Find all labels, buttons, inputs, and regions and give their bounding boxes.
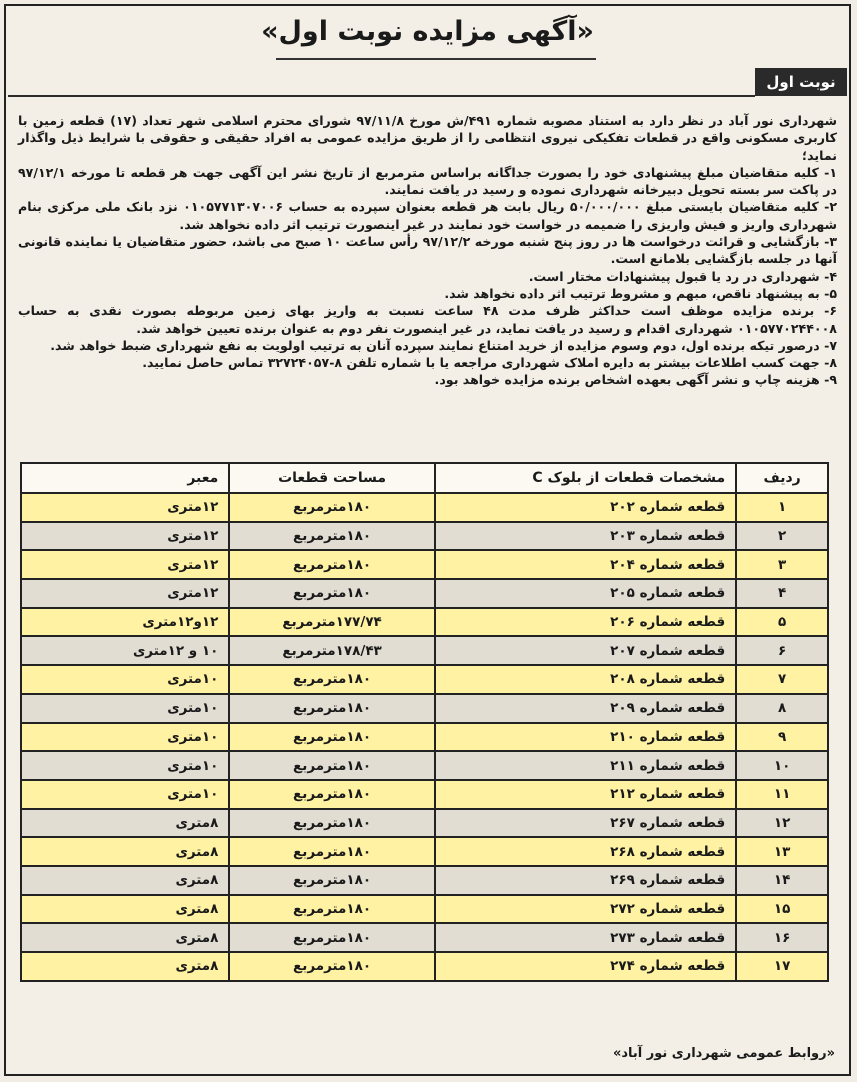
lot-area-cell: ۱۸۰مترمربع xyxy=(229,837,434,866)
lot-area-cell: ۱۸۰مترمربع xyxy=(229,694,434,723)
table-row xyxy=(21,665,828,694)
row-number-cell: ۱۰ xyxy=(736,751,828,780)
notice-body xyxy=(18,112,837,389)
badge-divider xyxy=(8,95,755,97)
lot-area-cell: ۱۸۰مترمربع xyxy=(229,866,434,895)
lot-spec-cell: قطعه شماره ۲۰۸ xyxy=(435,665,736,694)
table-row xyxy=(21,923,828,952)
lot-spec-cell: قطعه شماره ۲۱۰ xyxy=(435,723,736,752)
header-passage: معبر xyxy=(21,463,229,493)
row-number-cell: ۱۵ xyxy=(736,895,828,924)
lot-spec-cell: قطعه شماره ۲۱۱ xyxy=(435,751,736,780)
table-row xyxy=(21,579,828,608)
passage-cell: ۱۰متری xyxy=(21,751,229,780)
lot-area-cell: ۱۸۰مترمربع xyxy=(229,952,434,981)
lots-table xyxy=(20,462,829,982)
lot-spec-cell: قطعه شماره ۲۱۲ xyxy=(435,780,736,809)
lot-spec-cell: قطعه شماره ۲۰۲ xyxy=(435,493,736,522)
lot-area-cell: ۱۷۸/۴۳مترمربع xyxy=(229,636,434,665)
passage-cell: ۸متری xyxy=(21,866,229,895)
condition-item: ۴- شهرداری در رد یا قبول پیشنهادات مختار است. xyxy=(528,268,837,284)
header-lot-spec: مشخصات قطعات از بلوک C xyxy=(435,463,736,493)
row-number-cell: ۱۲ xyxy=(736,809,828,838)
condition-item: ۸- جهت کسب اطلاعات بیشتر به دایره املاک شهرداری مراجعه یا با شماره تلفن ۸-۳۲۷۲۴۰۵۷ تماس حاصل نمایید. xyxy=(142,355,837,371)
lot-spec-cell: قطعه شماره ۲۰۶ xyxy=(435,608,736,637)
lots-table-body xyxy=(21,493,828,981)
condition-item: ۷- درصور تیکه برنده اول، دوم وسوم مزایده از خرید امتناع نمایند سپرده آنان به ترتیب اولویت به نفع شهرداری ضبط خواهد شد. xyxy=(50,337,837,353)
round-badge: نوبت اول xyxy=(755,68,847,96)
lot-area-cell: ۱۸۰مترمربع xyxy=(229,493,434,522)
passage-cell: ۸متری xyxy=(21,809,229,838)
lot-spec-cell: قطعه شماره ۲۷۲ xyxy=(435,895,736,924)
passage-cell: ۱۲متری xyxy=(21,493,229,522)
lot-spec-cell: قطعه شماره ۲۶۷ xyxy=(435,809,736,838)
passage-cell: ۱۲و۱۲متری xyxy=(21,608,229,637)
passage-cell: ۸متری xyxy=(21,952,229,981)
table-row xyxy=(21,866,828,895)
row-number-cell: ۸ xyxy=(736,694,828,723)
lot-spec-cell: قطعه شماره ۲۶۹ xyxy=(435,866,736,895)
row-number-cell: ۱۱ xyxy=(736,780,828,809)
lot-spec-cell: قطعه شماره ۲۶۸ xyxy=(435,837,736,866)
row-number-cell: ۲ xyxy=(736,522,828,551)
lot-area-cell: ۱۸۰مترمربع xyxy=(229,579,434,608)
passage-cell: ۸متری xyxy=(21,837,229,866)
passage-cell: ۱۰متری xyxy=(21,665,229,694)
table-row xyxy=(21,780,828,809)
row-number-cell: ۱۷ xyxy=(736,952,828,981)
header-row-number: ردیف xyxy=(736,463,828,493)
table-row xyxy=(21,608,828,637)
lot-spec-cell: قطعه شماره ۲۷۴ xyxy=(435,952,736,981)
row-number-cell: ۷ xyxy=(736,665,828,694)
header-lot-area: مساحت قطعات xyxy=(229,463,434,493)
passage-cell: ۱۲متری xyxy=(21,550,229,579)
passage-cell: ۱۰متری xyxy=(21,723,229,752)
lot-area-cell: ۱۸۰مترمربع xyxy=(229,809,434,838)
table-row xyxy=(21,723,828,752)
row-number-cell: ۱۳ xyxy=(736,837,828,866)
intro-paragraph: شهرداری نور آباد در نظر دارد به استناد مصوبه شماره ۴۹۱/ش مورخ ۹۷/۱۱/۸ شورای محترم اسلامی شهر تعداد (۱۷) قطعه زمین با کاربری مسکونی واقع در قطعات تفکیکی نیروی انتظامی را از طریق مزایده عمومی به افراد حقیقی و حقوقی با شرایط ذیل واگذار نماید؛ xyxy=(18,113,837,163)
table-row xyxy=(21,636,828,665)
lot-area-cell: ۱۸۰مترمربع xyxy=(229,895,434,924)
table-row xyxy=(21,952,828,981)
row-number-cell: ۱۴ xyxy=(736,866,828,895)
row-number-cell: ۵ xyxy=(736,608,828,637)
table-header-row xyxy=(21,463,828,493)
table-row xyxy=(21,550,828,579)
lot-area-cell: ۱۸۰مترمربع xyxy=(229,522,434,551)
passage-cell: ۱۲متری xyxy=(21,522,229,551)
lot-area-cell: ۱۷۷/۷۴مترمربع xyxy=(229,608,434,637)
passage-cell: ۱۰متری xyxy=(21,694,229,723)
lot-area-cell: ۱۸۰مترمربع xyxy=(229,723,434,752)
passage-cell: ۸متری xyxy=(21,895,229,924)
table-row xyxy=(21,809,828,838)
notice-title: «آگهی مزایده نوبت اول» xyxy=(261,16,594,47)
condition-item: ۳- بازگشایی و قرائت درخواست ها در روز پنج شنبه مورخه ۹۷/۱۲/۲ رأس ساعت ۱۰ صبح می باشد، حضور متقاضیان یا نماینده قانونی آنها در جلسه بازگشایی بلامانع است. xyxy=(18,234,837,267)
row-number-cell: ۶ xyxy=(736,636,828,665)
row-number-cell: ۳ xyxy=(736,550,828,579)
condition-item: ۹- هزینه چاپ و نشر آگهی بعهده اشخاص برنده مزایده خواهد بود. xyxy=(434,372,837,388)
table-row xyxy=(21,895,828,924)
row-number-cell: ۹ xyxy=(736,723,828,752)
lot-spec-cell: قطعه شماره ۲۰۴ xyxy=(435,550,736,579)
lot-spec-cell: قطعه شماره ۲۰۳ xyxy=(435,522,736,551)
table-row xyxy=(21,522,828,551)
lot-area-cell: ۱۸۰مترمربع xyxy=(229,550,434,579)
table-row xyxy=(21,493,828,522)
table-row xyxy=(21,837,828,866)
lot-area-cell: ۱۸۰مترمربع xyxy=(229,923,434,952)
lot-spec-cell: قطعه شماره ۲۷۳ xyxy=(435,923,736,952)
table-row xyxy=(21,694,828,723)
lot-spec-cell: قطعه شماره ۲۰۷ xyxy=(435,636,736,665)
passage-cell: ۱۰ و ۱۲متری xyxy=(21,636,229,665)
row-number-cell: ۱۶ xyxy=(736,923,828,952)
lot-area-cell: ۱۸۰مترمربع xyxy=(229,751,434,780)
passage-cell: ۱۰متری xyxy=(21,780,229,809)
lot-spec-cell: قطعه شماره ۲۰۵ xyxy=(435,579,736,608)
condition-item: ۱- کلیه متقاضیان مبلغ پیشنهادی خود را بصورت جداگانه براساس مترمربع از تاریخ نشر این آگهی جهت هر قطعه تا مورخه ۹۷/۱۲/۱ در پاکت سر بسته تحویل دبیرخانه شهرداری نموده و رسید در یافت نمایند. xyxy=(18,164,837,198)
condition-item: ۲- کلیه متقاضیان بایستی مبلغ ۵۰/۰۰۰/۰۰۰ ریال بابت هر قطعه بعنوان سپرده به حساب ۰۱۰۵۷۷۱۳۰۷۰۰۶ نزد بانک ملی مرکزی بنام شهرداری واریز و فیش واریزی را ضمیمه در خواست خود نمایند در غیر اینصورت ترتیب اثر داده نخواهد شد. xyxy=(18,199,838,232)
row-number-cell: ۴ xyxy=(736,579,828,608)
title-underline xyxy=(276,58,596,60)
condition-item: ۶- برنده مزایده موظف است حداکثر ظرف مدت ۴۸ ساعت نسبت به واریز بهای زمین مربوطه بصورت نقدی به حساب ۰۱۰۵۷۷۰۲۴۴۰۰۸ شهرداری اقدام و رسید در یافت نماید، در غیر اینصورت نفر دوم به عنوان برنده تعیین خواهد شد. xyxy=(18,303,837,336)
lot-spec-cell: قطعه شماره ۲۰۹ xyxy=(435,694,736,723)
row-number-cell: ۱ xyxy=(736,493,828,522)
table-row xyxy=(21,751,828,780)
lot-area-cell: ۱۸۰مترمربع xyxy=(229,780,434,809)
condition-item: ۵- به پیشنهاد ناقص، مبهم و مشروط ترتیب اثر داده نخواهد شد. xyxy=(444,285,837,301)
passage-cell: ۸متری xyxy=(21,923,229,952)
lot-area-cell: ۱۸۰مترمربع xyxy=(229,665,434,694)
passage-cell: ۱۲متری xyxy=(21,579,229,608)
footer-signature: «روابط عمومی شهرداری نور آباد» xyxy=(612,1046,835,1061)
